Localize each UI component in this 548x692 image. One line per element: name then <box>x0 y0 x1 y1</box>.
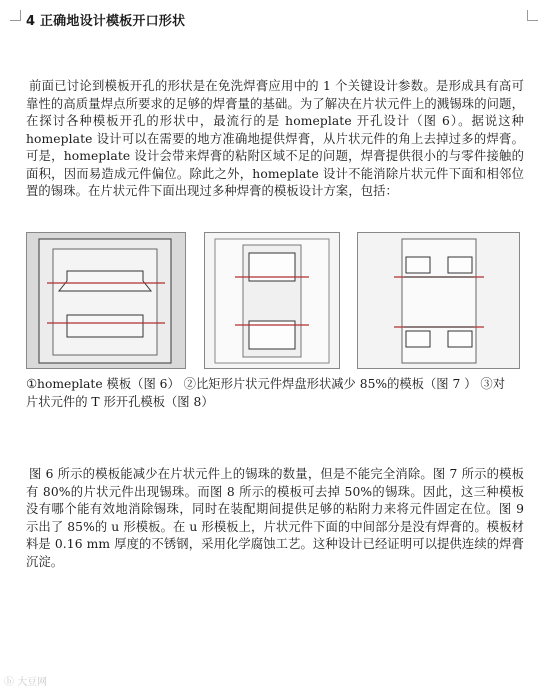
watermark-logo-icon: ⓑ <box>4 677 18 688</box>
section-heading: 4 正确地设计模板开口形状 <box>26 14 186 29</box>
paragraph-intro: 前面已讨论到模板开孔的形状是在免洗焊膏应用中的 1 个关键设计参数。是形成具有高可靠性的高质量焊点所要求的足够的焊膏量的基础。为了解决在片状元件上的溅锡珠的问题，在探讨各种模板开孔的形状中，最流行的是 homeplate 开孔设计（图 6）。据说这种 homeplate 设计可以在需要的地方准确地提供焊膏，从片状元件的角上去掉过多的焊膏。可是，homeplate 设计会带来焊膏的粘附区域不足的问题，焊膏提供很小的与零件接触的面积，因而易造成元件偏位。除此之外，homeplate 设计不能消除片状元件下面和相邻位置的锡珠。在片状元件下面出现过多种焊膏的模板设计方案，包括： <box>26 79 524 198</box>
watermark <box>4 673 47 688</box>
figure-7-reduced-pad-stencil <box>204 232 340 369</box>
page-corner-mark-right <box>527 10 538 21</box>
watermark-text: 大豆网 <box>17 677 48 688</box>
page-corner-mark-left <box>10 10 21 21</box>
figure-8-t-aperture-stencil <box>357 232 520 369</box>
figure-6-homeplate-stencil <box>26 232 186 369</box>
paragraph-analysis: 图 6 所示的模板能减少在片状元件上的锡珠的数量，但是不能完全消除。图 7 所示的模板有 80%的片状元件出现锡珠。而图 8 所示的模板可去掉 50%的锡珠。因此，这三种模板没有哪个能有效地消除锡珠，同时在装配期间提供足够的粘附力来将元件固定在位。图 9 示出了 85%的 u 形模板。在 u 形模板上，片状元件下面的中间部分是没有焊膏的。模板材料是 0.16 mm 厚度的不锈钢，采用化学腐蚀工艺。这种设计已经证明可以提供连续的焊膏沉淀。 <box>26 467 524 569</box>
figure-captions: ①homeplate 模板（图 6） ②比矩形片状元件焊盘形状减少 85%的模板（图 7 ） ③对片状元件的 T 形开孔模板（图 8） <box>26 377 505 409</box>
